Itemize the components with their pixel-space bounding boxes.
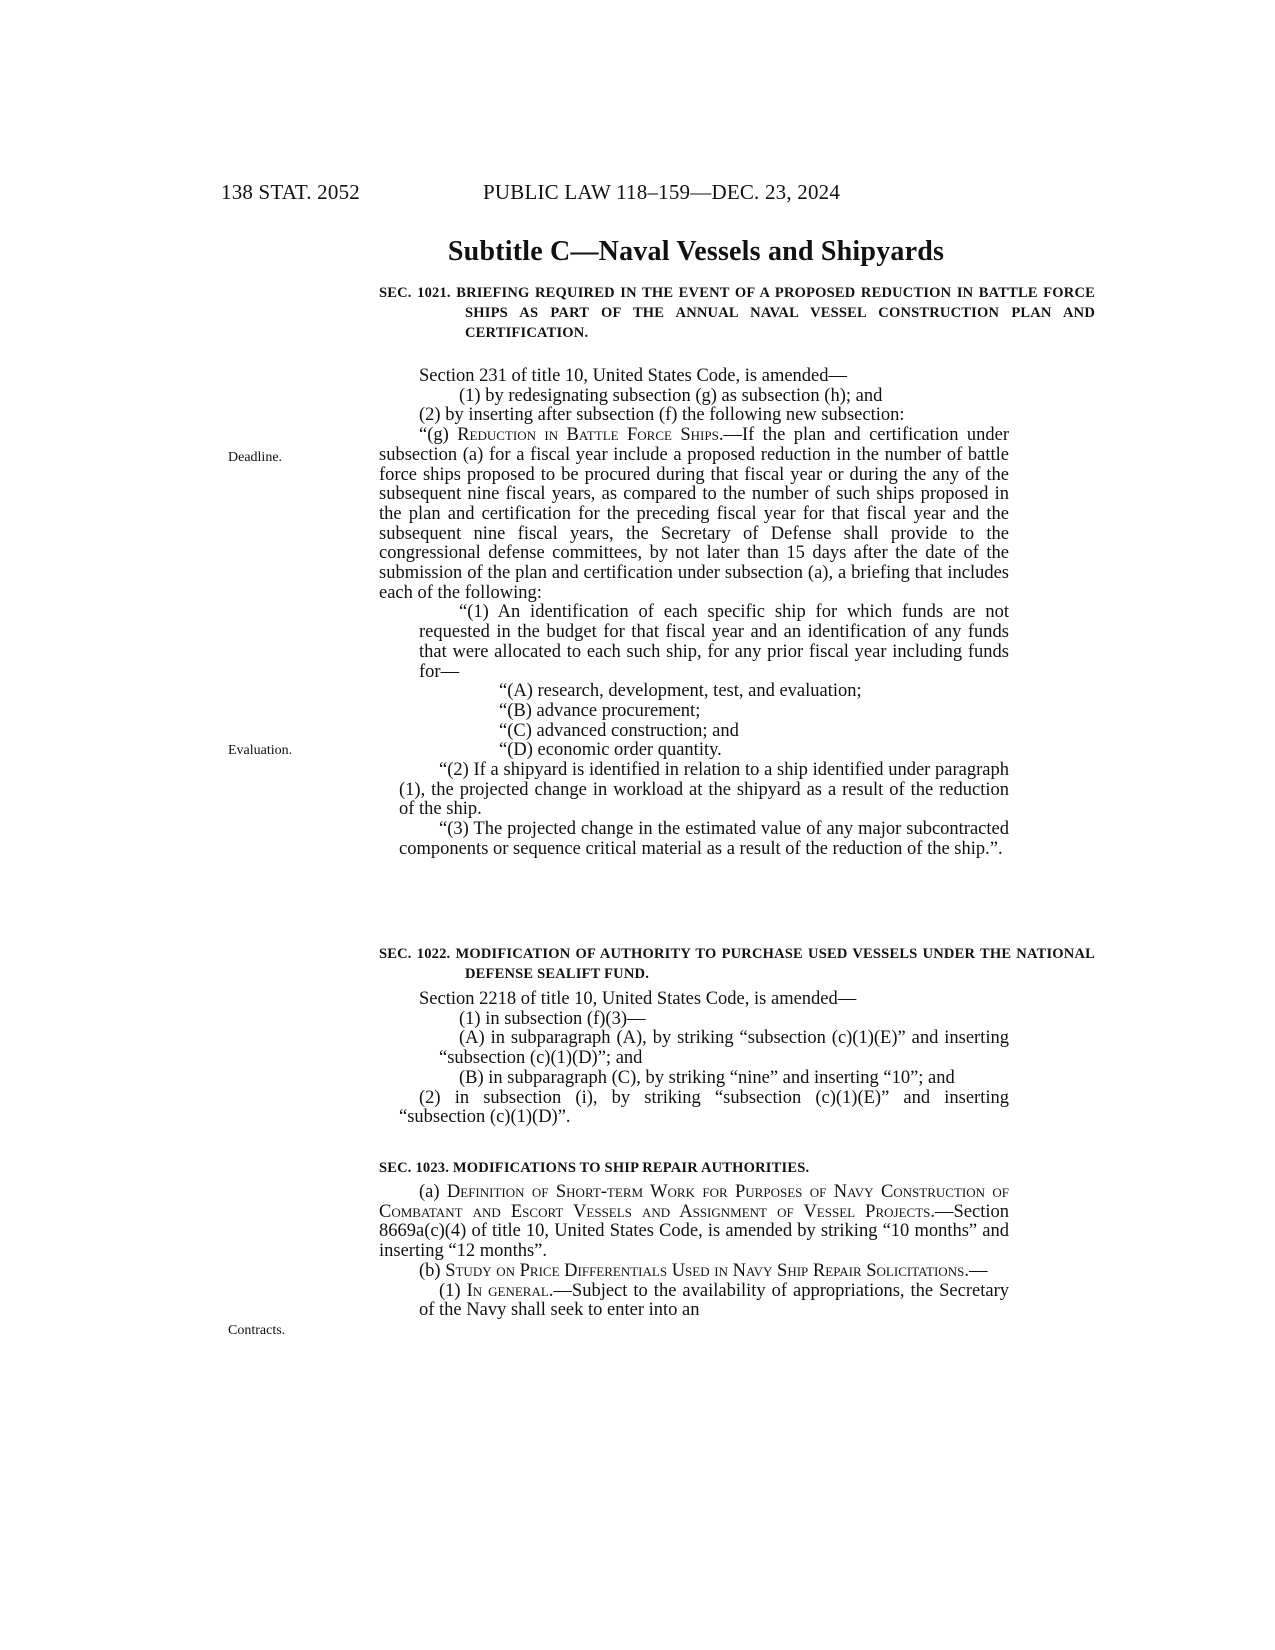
running-head [0, 180, 1275, 210]
subsection-g [379, 426, 1009, 603]
sec-1022-heading: SEC. 1022. MODIFICATION OF AUTHORITY TO PURCHASE USED VESSELS UNDER THE NATIONAL DEFENSE SEALIFT FUND. [379, 946, 1095, 982]
sec-1023-subsection-b [379, 1262, 1009, 1282]
subsection-g-para-3: “(3) The projected change in the estimated value of any major subcontracted components or sequence critical material as a result of the reduction of the ship.”. [399, 819, 1009, 859]
sec-1021-body [379, 367, 1009, 860]
subpara-b: “(B) advance procurement; [499, 700, 701, 721]
subtitle-heading: Subtitle C—Naval Vessels and Shipyards [447, 236, 945, 267]
sec-1022-item-a: (A) in subparagraph (A), by striking “subsection (c)(1)(E)” and inserting “subsection (c)(1)(D)”; and [439, 1028, 1009, 1069]
subsection-g-label: “(g) [419, 425, 458, 446]
subpara-d: “(D) economic order quantity. [499, 740, 722, 761]
margin-note-contracts: Contracts. [228, 1323, 286, 1338]
sec-1021-heading: SEC. 1021. BRIEFING REQUIRED IN THE EVENT OF A PROPOSED REDUCTION IN BATTLE FORCE SHIPS AS PART OF THE ANNUAL NAVAL VESSEL CONSTRUCTION PLAN AND CERTIFICATION. [379, 285, 1095, 341]
sec-1023-b-label: (b) [419, 1260, 446, 1281]
sec-1023-b1-text: .—Subject to the availability of appropriations, the Secretary of the Navy shall seek to enter into an [419, 1280, 1009, 1321]
subsection-g-para-1: “(1) An identification of each specific ship for which funds are not requested in the budget for that fiscal year and an identification of any funds that were allocated to each such ship, for any prior fiscal year including funds for— [419, 602, 1009, 682]
subsection-g-para-2: “(2) If a shipyard is identified in relation to a ship identified under paragraph (1), the projected change in workload at the shipyard as a result of the reduction of the ship. [399, 760, 1009, 820]
margin-note-evaluation: Evaluation. [228, 743, 293, 758]
law-title: PUBLIC LAW 118–159—DEC. 23, 2024 [483, 180, 841, 204]
sec-1023-a-text: .—Section 8669a(c)(4) of title 10, United States Code, is amended by striking “10 months” and inserting “12 months”. [379, 1201, 1009, 1262]
sec-1023-b1-caption: In general [466, 1280, 549, 1301]
sec-1023-b1-label: (1) [439, 1280, 467, 1301]
sec-1023-subsection-a [379, 1183, 1009, 1262]
sec-1023-b-caption: Study on Price Differentials Used in Navy Ship Repair Solicitations [445, 1260, 965, 1281]
sec-1022-body [379, 990, 1009, 1128]
sec-1021-item-2: (2) by inserting after subsection (f) the following new subsection: [419, 405, 905, 426]
sec-1023-heading: SEC. 1023. MODIFICATIONS TO SHIP REPAIR AUTHORITIES. [379, 1160, 810, 1176]
sec-1023-body [379, 1183, 1009, 1321]
stat-page-number: 138 STAT. 2052 [221, 180, 360, 204]
subpara-c: “(C) advanced construction; and [499, 720, 739, 741]
sec-1023-b-para-1 [379, 1282, 1009, 1321]
subpara-a: “(A) research, development, test, and evaluation; [499, 681, 862, 702]
sec-1022-intro: Section 2218 of title 10, United States Code, is amended— [419, 989, 857, 1009]
sec-1021-item-1: (1) by redesignating subsection (g) as subsection (h); and [459, 385, 883, 406]
margin-note-deadline: Deadline. [228, 450, 283, 465]
sec-1022-item-2: (2) in subsection (i), by striking “subsection (c)(1)(E)” and inserting “subsection (c)(1)(D)”. [399, 1087, 1009, 1128]
sec-1023-a-caption: Definition of Short-term Work for Purposes of Navy Construction of Combatant and Escort Vessels and Assignment of Vessel Projects [379, 1182, 1009, 1222]
subsection-g-text: .—If the plan and certification under subsection (a) for a fiscal year include a proposed reduction in the number of battle force ships proposed to be procured during that fiscal year or during the any of the subsequent nine fiscal years, as compared to the number of such ships proposed in the plan and certification for the preceding fiscal year for that fiscal year and the subsequent nine fiscal years, the Secretary of Defense shall provide to the congressional defense committees, by not later than 15 days after the date of the submission of the plan and certification under subsection (a), a briefing that includes each of the following: [379, 425, 1009, 603]
sec-1023-a-label: (a) [419, 1182, 447, 1202]
sec-1023-b-dash: .— [964, 1260, 988, 1281]
sec-1022-item-1: (1) in subsection (f)(3)— [459, 1008, 646, 1029]
subsection-g-caption: Reduction in Battle Force Ships [457, 425, 719, 446]
sec-1022-item-b: (B) in subparagraph (C), by striking “nine” and inserting “10”; and [459, 1067, 955, 1088]
sec-1021-intro: Section 231 of title 10, United States Code, is amended— [419, 366, 848, 386]
